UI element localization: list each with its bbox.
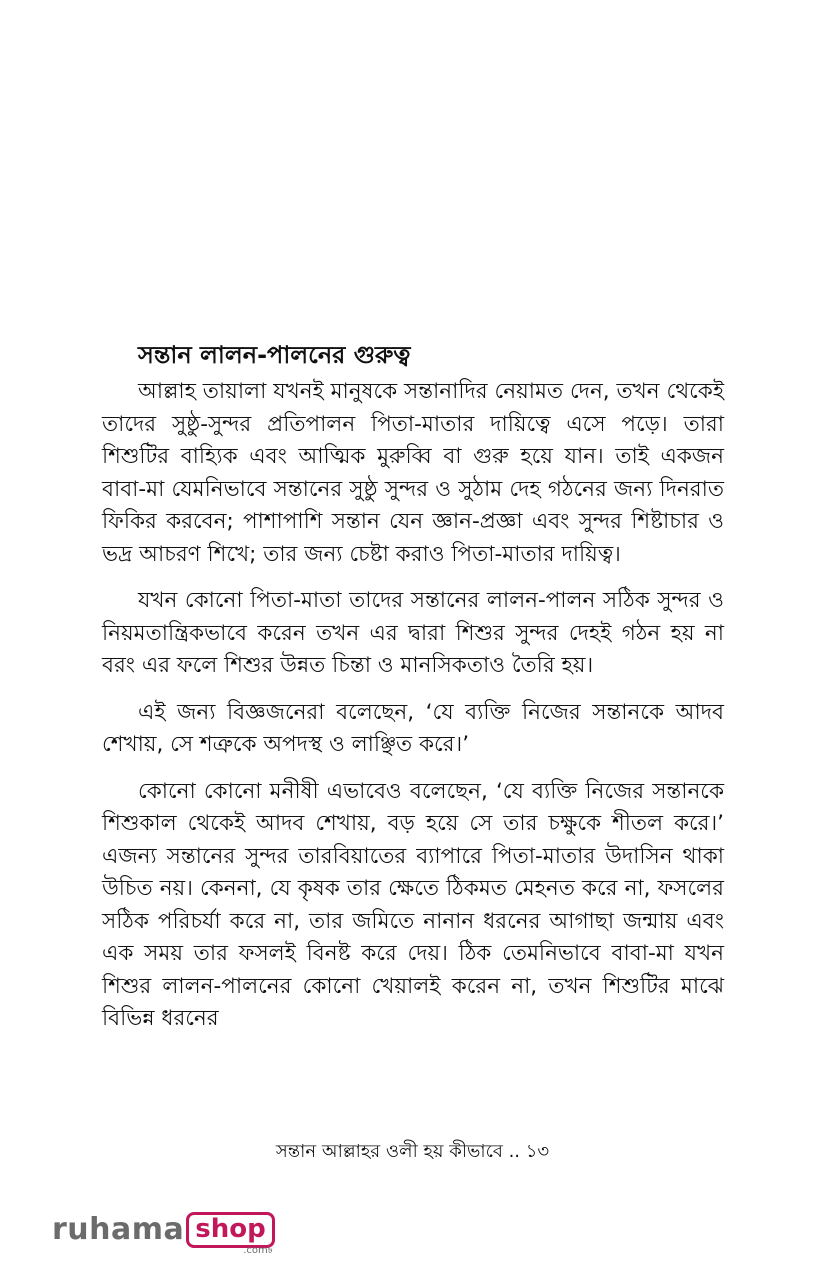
paragraph-3: এই জন্য বিজ্ঞজনেরা বলেছেন, ‘যে ব্যক্তি নিজের সন্তানকে আদব শেখায়, সে শত্রুকে অপদস্থ ও লাঞ্ছিত করে।’: [102, 699, 724, 757]
paragraph-1: আল্লাহ তায়ালা যখনই মানুষকে সন্তানাদির নেয়ামত দেন, তখন থেকেই তাদের সুষ্ঠু-সুন্দর প্রতিপালন পিতা-মাতার দায়িত্বে এসে পড়ে। তারা শিশুটির বাহ্যিক এবং আত্মিক মুরুব্বি বা গুরু হয়ে যান। তাই একজন বাবা-মা যেমনিভাবে সন্তানের সুষ্ঠু সুন্দর ও সুঠাম দেহ গঠনের জন্য দিনরাত ফিকির করবেন; পাশাপাশি সন্তান যেন জ্ঞান-প্রজ্ঞা এবং সুন্দর শিষ্টাচার ও ভদ্র আচরণ শিখে; তার জন্য চেষ্টা করাও পিতা-মাতার দায়িত্ব।: [102, 379, 724, 567]
logo-shop-badge: [186, 1212, 274, 1256]
paragraph-4: কোনো কোনো মনীষী এভাবেও বলেছেন, ‘যে ব্যক্তি নিজের সন্তানকে শিশুকাল থেকেই আদব শেখায়, বড় হয়ে সে তার চক্ষুকে শীতল করে।’ এজন্য সন্তানের সুন্দর তারবিয়াতের ব্যাপারে পিতা-মাতার উদাসিন থাকা উচিত নয়। কেননা, যে কৃষক তার ক্ষেতে ঠিকমত মেহনত করে না, ফসলের সঠিক পরিচর্যা করে না, তার জমিতে নানান ধরনের আগাছা জন্মায় এবং এক সময় তার ফসলই বিনষ্ট করে দেয়। ঠিক তেমনিভাবে বাবা-মা যখন শিশুর লালন-পালনের কোনো খেয়ালই করেন না, তখন শিশুটির মাঝে বিভিন্ন ধরনের: [102, 778, 724, 1031]
ruhamashop-logo: [52, 1212, 275, 1256]
paragraph-2: যখন কোনো পিতা-মাতা তাদের সন্তানের লালন-পালন সঠিক সুন্দর ও নিয়মতান্ত্রিকভাবে করেন তখন এর দ্বারা শিশুর সুন্দর দেহই গঠন হয় না বরং এর ফলে শিশুর উন্নত চিন্তা ও মানসিকতাও তৈরি হয়।: [102, 588, 724, 678]
page-footer: সন্তান আল্লাহর ওলী হয় কীভাবে .. ১৩: [275, 1141, 550, 1162]
logo-shop-text: shop: [186, 1212, 274, 1248]
page-content: [102, 334, 724, 1050]
section-heading: সন্তান লালন-পালনের গুরুত্ব: [138, 341, 411, 369]
logo-brand-text: ruhama: [52, 1212, 185, 1247]
logo-domain-text: .com৳: [243, 1245, 273, 1256]
